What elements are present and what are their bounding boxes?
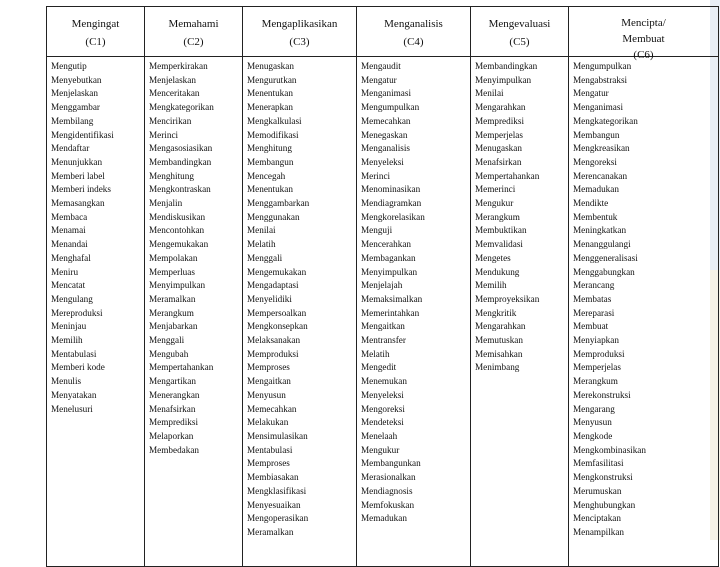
header-name: Menganalisis	[384, 18, 443, 30]
verb-item: Memperkirakan	[149, 61, 208, 71]
verb-item: Memaksimalkan	[361, 293, 423, 304]
verb-item: Menggali	[247, 252, 283, 263]
verb-item: Mengutip	[51, 61, 87, 71]
header-name-line2: Membuat	[622, 33, 665, 45]
verb-item: Menilai	[247, 225, 276, 236]
verb-item: Memberi label	[51, 170, 105, 181]
verb-item: Memerintahkan	[361, 307, 420, 318]
verb-item: Menandai	[51, 239, 88, 250]
verb-item: Menyusun	[247, 389, 286, 400]
verb-item: Membangun	[247, 156, 294, 167]
verb-item: Memperluas	[149, 266, 195, 277]
header-name: Mengaplikasikan	[261, 18, 338, 30]
verb-item: Mengarahkan	[475, 321, 526, 332]
verb-item: Mengklasifikasi	[247, 485, 307, 496]
verb-item: Merasionalkan	[361, 472, 416, 483]
verb-item: Mengukur	[361, 444, 400, 455]
verb-item: Menghitung	[247, 143, 292, 154]
header-name: Mencipta/	[621, 17, 666, 29]
verb-item: Mendeteksi	[361, 417, 404, 428]
header-c6	[569, 7, 719, 61]
verb-item: Memerinci	[475, 184, 516, 195]
header-c5	[471, 7, 569, 57]
verb-item: Memasangkan	[51, 198, 105, 209]
verb-item: Membangun	[573, 129, 620, 140]
verb-item: Menafsirkan	[149, 403, 196, 414]
verb-item: Memfokuskan	[361, 499, 415, 510]
verb-item: Menggabungkan	[573, 266, 635, 277]
verb-item: Membentuk	[573, 211, 618, 222]
verb-item: Memproyeksikan	[475, 293, 540, 304]
verb-item: Memproses	[247, 362, 290, 373]
verb-item: Menugaskan	[475, 143, 522, 154]
verb-item: Mengatur	[573, 88, 609, 99]
verb-item: Meniru	[51, 266, 79, 277]
header-c1	[47, 7, 145, 57]
verb-item: Memisahkan	[475, 348, 523, 359]
header-code: (C1)	[85, 36, 106, 48]
verb-item: Merinci	[149, 129, 179, 140]
verb-item: Menemukan	[361, 376, 407, 387]
verb-item: Mengkalkulasi	[247, 115, 302, 126]
header-name: Mengingat	[71, 18, 120, 30]
verb-item: Menelusuri	[51, 403, 93, 414]
verb-item: Menyusun	[573, 417, 612, 428]
verb-item: Memadukan	[361, 513, 407, 524]
verb-item: Memperjelas	[573, 362, 621, 373]
verb-item: Menyimpulkan	[361, 266, 418, 277]
verb-item: Mencontohkan	[149, 225, 205, 236]
verb-item: Memutuskan	[475, 335, 523, 346]
verb-item: Mengkontraskan	[149, 184, 211, 195]
verb-item: Membiasakan	[247, 472, 299, 483]
verb-item: Menguji	[361, 225, 393, 236]
verb-item: Melaporkan	[149, 430, 194, 441]
verb-item: Mengetes	[475, 252, 511, 263]
verb-item: Menganalisis	[361, 143, 410, 154]
verb-item: Mengidentifikasi	[51, 129, 114, 140]
verb-item: Mengurutkan	[247, 74, 297, 85]
verb-item: Menugaskan	[247, 61, 294, 71]
verb-item: Menjalin	[149, 198, 183, 209]
verb-item: Memodifikasi	[247, 129, 299, 140]
verb-item: Menyimpulkan	[149, 280, 206, 291]
verb-item: Mengkategorikan	[573, 115, 638, 126]
verb-item: Mengkorelasikan	[361, 211, 425, 222]
verb-item: Membagankan	[361, 252, 416, 263]
verb-item: Mengoperasikan	[247, 513, 309, 524]
verb-item: Mengasosiasikan	[149, 143, 213, 154]
verb-item: Membedakan	[149, 444, 200, 455]
verb-item: Membuat	[573, 321, 609, 332]
column-c2	[145, 57, 243, 567]
verb-item: Menegaskan	[361, 129, 408, 140]
header-c2	[145, 7, 243, 57]
column-c4	[357, 57, 471, 567]
verb-item: Menggambarkan	[247, 198, 310, 209]
verb-item: Mengumpulkan	[573, 61, 632, 71]
verb-item: Memadukan	[573, 184, 619, 195]
verb-item: Mengkonsepkan	[247, 321, 308, 332]
verb-item: Menghubungkan	[573, 499, 636, 510]
verb-item: Melakukan	[247, 417, 289, 428]
verb-item: Menciptakan	[573, 513, 621, 524]
verb-item: Menggali	[149, 335, 185, 346]
header-code: (C3)	[289, 36, 310, 48]
verb-item: Mengarahkan	[475, 102, 526, 113]
verb-item: Membilang	[51, 115, 94, 126]
verb-item: Mengemukakan	[149, 239, 209, 250]
verb-item: Menunjukkan	[51, 156, 103, 167]
verb-item: Mengkombinasikan	[573, 444, 646, 455]
verb-item: Memecahkan	[247, 403, 297, 414]
verb-item: Mengkode	[573, 430, 613, 441]
header-code: (C2)	[183, 36, 204, 48]
column-c5	[471, 57, 569, 567]
verb-item: Menentukan	[247, 88, 293, 99]
verb-item: Memfasilitasi	[573, 458, 624, 469]
verb-item: Mentransfer	[361, 335, 406, 346]
verb-item: Menyeleksi	[361, 156, 404, 167]
header-c4	[357, 7, 471, 57]
verb-item: Menyesuaikan	[247, 499, 301, 510]
verb-item: Meninjau	[51, 321, 87, 332]
verb-item: Merangkum	[573, 376, 618, 387]
verb-item: Memilih	[475, 280, 507, 291]
verb-item: Membuktikan	[475, 225, 527, 236]
verb-item: Mengoreksi	[573, 156, 617, 167]
header-code: (C4)	[403, 36, 424, 48]
verb-item: Mengedit	[361, 362, 397, 373]
header-code: (C5)	[509, 36, 530, 48]
verb-item: Menyeleksi	[361, 389, 404, 400]
header-name: Memahami	[168, 18, 219, 30]
verb-item: Merekonstruksi	[573, 389, 631, 400]
verb-item: Meramalkan	[149, 293, 196, 304]
verb-item: Mendukung	[475, 266, 520, 277]
verb-item: Mengulang	[51, 293, 93, 304]
verb-item: Mentabulasi	[51, 348, 97, 359]
verb-item: Menceritakan	[149, 88, 200, 99]
verb-item: Mengkategorikan	[149, 102, 214, 113]
verb-item: Mendiskusikan	[149, 211, 206, 222]
verb-item: Menamai	[51, 225, 86, 236]
verb-item: Mengumpulkan	[361, 102, 420, 113]
verb-item: Membangunkan	[361, 458, 421, 469]
verb-item: Membandingkan	[475, 61, 538, 71]
header-code: (C6)	[633, 49, 654, 61]
verb-item: Memprediksi	[149, 417, 198, 428]
verb-item: Mencatat	[51, 280, 86, 291]
verb-item: Mencegah	[247, 170, 286, 181]
verb-item: Mencerahkan	[361, 239, 411, 250]
verb-item: Memproses	[247, 458, 290, 469]
verb-item: Menjelaskan	[149, 74, 196, 85]
verb-item: Memproduksi	[247, 348, 299, 359]
verb-item: Mempersoalkan	[247, 307, 307, 318]
verb-item: Mensimulasikan	[247, 430, 308, 441]
verb-item: Menimbang	[475, 362, 520, 373]
verb-item: Menelaah	[361, 430, 398, 441]
verb-item: Mengkonstruksi	[573, 472, 633, 483]
verb-item: Mengartikan	[149, 376, 196, 387]
verb-item: Menggunakan	[247, 211, 300, 222]
verb-item: Meramalkan	[247, 526, 294, 537]
verb-item: Mengatur	[361, 74, 397, 85]
verb-item: Mempertahankan	[149, 362, 214, 373]
verb-item: Menentukan	[247, 184, 293, 195]
verb-item: Mengkreasikan	[573, 143, 630, 154]
verb-item: Menghitung	[149, 170, 194, 181]
header-name: Mengevaluasi	[488, 18, 551, 30]
verb-item: Menanggulangi	[573, 239, 631, 250]
verb-item: Mempolakan	[149, 252, 198, 263]
header-c3	[243, 7, 357, 57]
verb-item: Mengubah	[149, 348, 189, 359]
verb-item: Mereproduksi	[51, 307, 103, 318]
verb-item: Mendiagnosis	[361, 485, 413, 496]
verb-item: Merangkum	[475, 211, 520, 222]
verb-item: Mendaftar	[51, 143, 90, 154]
verb-item: Melatih	[247, 239, 276, 250]
verb-item: Merinci	[361, 170, 391, 181]
verb-item: Menjelaskan	[51, 88, 98, 99]
column-c1	[47, 57, 145, 567]
verb-item: Menyatakan	[51, 389, 97, 400]
verb-item: Menggambar	[51, 102, 100, 113]
verb-item: Menjabarkan	[149, 321, 198, 332]
verb-item: Mencirikan	[149, 115, 192, 126]
verb-item: Menghafal	[51, 252, 91, 263]
verb-item: Mendikte	[573, 198, 609, 209]
verb-item: Melatih	[361, 348, 390, 359]
verb-item: Mendiagramkan	[361, 198, 422, 209]
verb-item: Menyelidiki	[247, 293, 292, 304]
verb-item: Memberi indeks	[51, 184, 111, 195]
verb-item: Mengoreksi	[361, 403, 405, 414]
verb-item: Mengarang	[573, 403, 615, 414]
verb-item: Mempertahankan	[475, 170, 540, 181]
verb-item: Memberi kode	[51, 362, 105, 373]
verb-item: Meningkatkan	[573, 225, 627, 236]
verb-item: Mengaudit	[361, 61, 401, 71]
verb-item: Mengemukakan	[247, 266, 307, 277]
verb-item: Menilai	[475, 88, 504, 99]
verb-item: Memproduksi	[573, 348, 625, 359]
verb-item: Merumuskan	[573, 485, 622, 496]
verb-item: Memprediksi	[475, 115, 524, 126]
verb-item: Membatas	[573, 293, 612, 304]
verb-item: Mengadaptasi	[247, 280, 299, 291]
verb-item: Mengaitkan	[247, 376, 291, 387]
verb-item: Memvalidasi	[475, 239, 523, 250]
column-c3	[243, 57, 357, 567]
verb-item: Mengukur	[475, 198, 514, 209]
verb-item: Menyebutkan	[51, 74, 102, 85]
verb-item: Mengabstraksi	[573, 74, 628, 85]
verb-item: Menganimasi	[573, 102, 624, 113]
verb-item: Membandingkan	[149, 156, 212, 167]
verb-item: Menerapkan	[247, 102, 293, 113]
verb-item: Menyiapkan	[573, 335, 619, 346]
verb-item: Merancang	[573, 280, 615, 291]
verb-item: Mereparasi	[573, 307, 615, 318]
verb-item: Menerangkan	[149, 389, 200, 400]
verb-item: Menulis	[51, 376, 82, 387]
verb-item: Membaca	[51, 211, 88, 222]
verb-item: Menggeneralisasi	[573, 252, 638, 263]
verb-item: Menominasikan	[361, 184, 421, 195]
verb-item: Mengkritik	[475, 307, 517, 318]
verb-item: Menyimpulkan	[475, 74, 532, 85]
verb-item: Menafsirkan	[475, 156, 522, 167]
verb-item: Menampilkan	[573, 526, 625, 537]
verb-item: Menjelajah	[361, 280, 403, 291]
taxonomy-table	[46, 6, 719, 567]
verb-item: Mengaitkan	[361, 321, 405, 332]
verb-item: Mentabulasi	[247, 444, 293, 455]
column-c6	[569, 57, 719, 567]
verb-item: Menganimasi	[361, 88, 412, 99]
verb-item: Merencanakan	[573, 170, 628, 181]
verb-item: Melaksanakan	[247, 335, 301, 346]
verb-item: Memperjelas	[475, 129, 523, 140]
verb-item: Merangkum	[149, 307, 194, 318]
verb-item: Memecahkan	[361, 115, 411, 126]
verb-item: Memilih	[51, 335, 83, 346]
